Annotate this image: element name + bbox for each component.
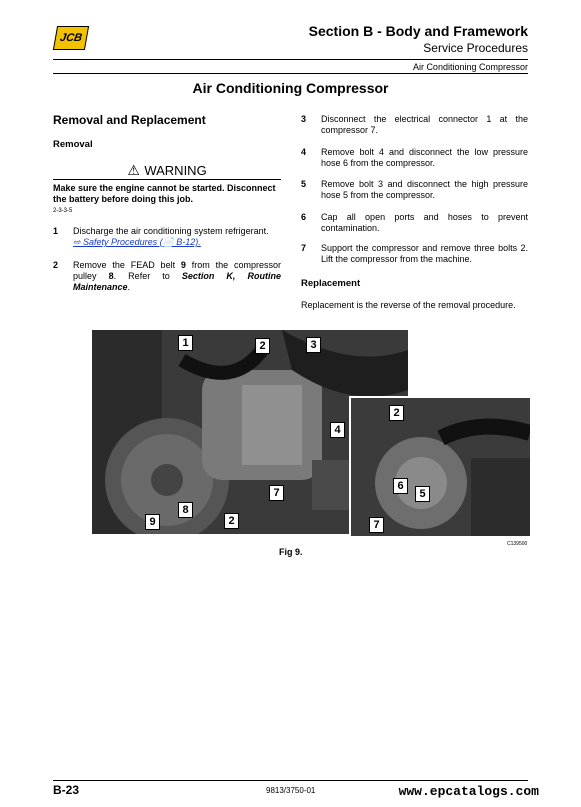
callout-8: 8 <box>178 502 193 518</box>
step-6: 6 Cap all open ports and hoses to prevent contamination. <box>301 212 528 233</box>
step-body: Remove the FEAD belt 9 from the compressor pulley 8. Refer to Section K, Routine Maintenance. <box>73 260 281 292</box>
removal-replacement-heading: Removal and Replacement <box>53 113 206 127</box>
section-title: Section B - Body and Framework <box>308 23 528 39</box>
step-5: 5 Remove bolt 3 and disconnect the high pressure hose 5 from the compressor. <box>301 179 528 200</box>
step-1 <box>53 226 281 248</box>
header-rule <box>53 59 528 60</box>
figure-caption: Fig 9. <box>279 547 303 557</box>
warning-icon: ⚠ <box>127 162 140 178</box>
callout-1: 1 <box>178 335 193 351</box>
warning-title: WARNING <box>144 163 207 178</box>
inset-callout-7: 7 <box>369 517 384 533</box>
inset-callout-5: 5 <box>415 486 430 502</box>
header-rule-2 <box>53 73 528 74</box>
callout-7: 7 <box>269 485 284 501</box>
inset-callout-6: 6 <box>393 478 408 494</box>
safety-procedures-link[interactable]: ⇨ Safety Procedures (📄 B-12). <box>73 237 201 247</box>
footer-rule <box>53 780 528 781</box>
replacement-heading: Replacement <box>301 278 361 289</box>
removal-subheading: Removal <box>53 139 93 150</box>
page-title: Air Conditioning Compressor <box>192 80 389 96</box>
step-number: 1 <box>53 226 59 236</box>
doc-code: 9813/3750-01 <box>266 786 316 795</box>
step-number: 2 <box>53 260 59 270</box>
step-body <box>73 226 269 248</box>
warning-title-row <box>53 162 281 180</box>
section-subtitle: Service Procedures <box>423 41 528 55</box>
step-3: 3 Disconnect the electrical connector 1 at the compressor 7. <box>301 114 528 135</box>
warning-rule <box>53 179 281 180</box>
warning-code: 2-3-3-5 <box>53 208 73 214</box>
step-4: 4 Remove bolt 4 and disconnect the low pressure hose 6 from the compressor. <box>301 147 528 168</box>
callout-9: 9 <box>145 514 160 530</box>
inset-photo <box>349 396 530 536</box>
step-2 <box>53 260 281 293</box>
step-7: 7 Support the compressor and remove three bolts 2. Lift the compressor from the machine. <box>301 243 528 264</box>
step-text: Discharge the air conditioning system refrigerant. <box>73 226 269 236</box>
jcb-logo: JCB <box>53 26 89 50</box>
inset-callout-2: 2 <box>389 405 404 421</box>
watermark-url[interactable]: www.epcatalogs.com <box>398 784 539 799</box>
callout-4: 4 <box>330 422 345 438</box>
callout-2b: 2 <box>224 513 239 529</box>
page-number: B-23 <box>53 783 80 797</box>
replacement-text: Replacement is the reverse of the removal procedure. <box>301 300 516 310</box>
warning-text: Make sure the engine cannot be started. Disconnect the battery before doing this job. <box>53 183 276 204</box>
running-head: Air Conditioning Compressor <box>412 62 528 72</box>
callout-3: 3 <box>306 337 321 353</box>
figure-ref-code: C139500 <box>507 541 528 547</box>
callout-2: 2 <box>255 338 270 354</box>
